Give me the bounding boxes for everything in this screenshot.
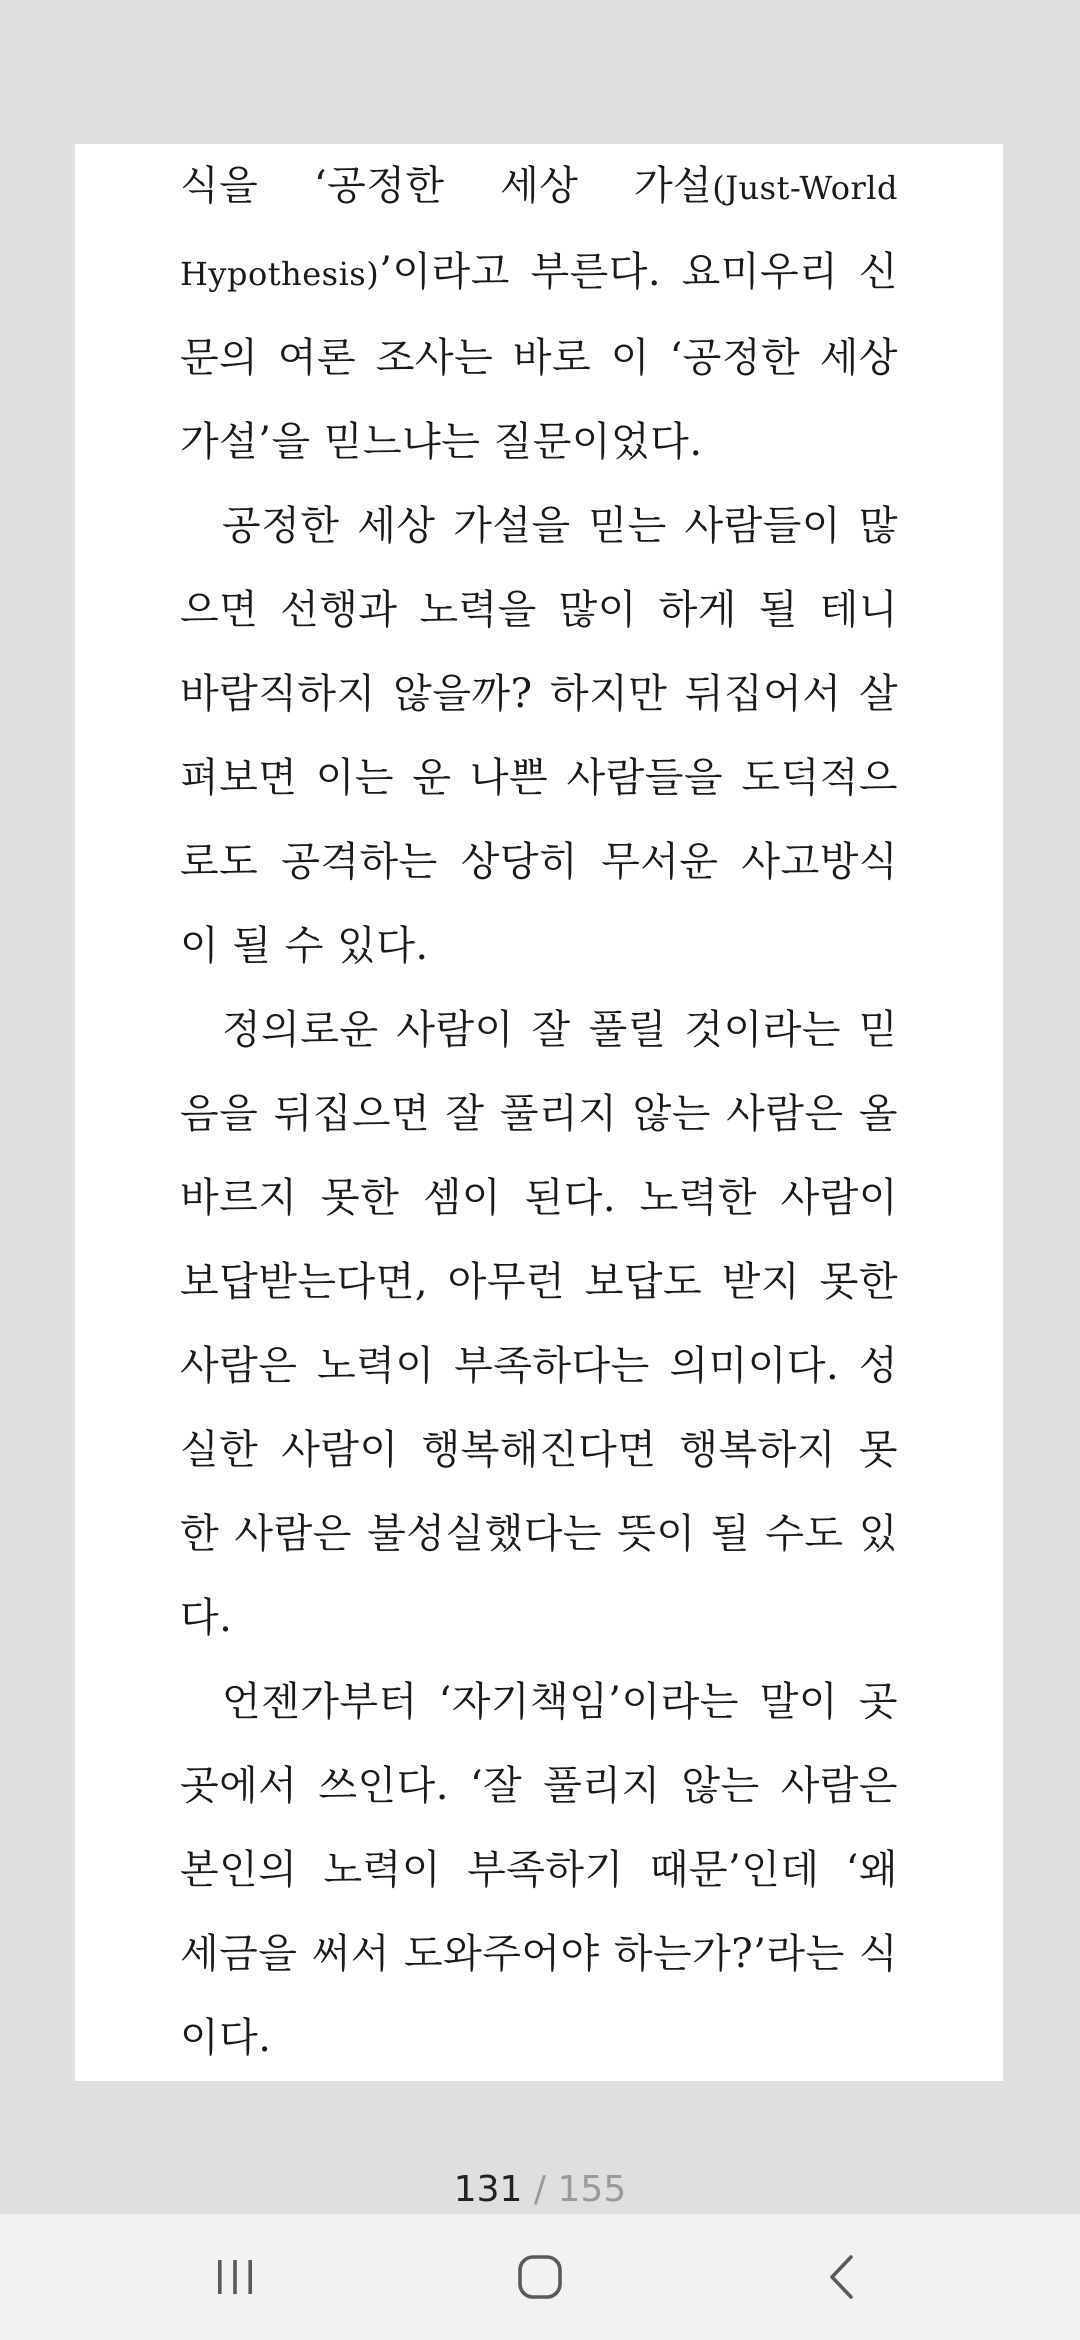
book-paragraph [180, 988, 898, 1660]
latin-text-run: (Just-World Hypothesis) [180, 169, 898, 293]
recent-apps-icon [213, 2255, 257, 2299]
book-paragraph [180, 484, 898, 988]
back-button[interactable] [722, 2214, 962, 2340]
text-run: 식을 ‘공정한 세상 가설 [180, 163, 713, 209]
current-page-number: 131 [453, 2169, 523, 2210]
text-run: 정의로운 사람이 잘 풀릴 것이라는 믿음을 뒤집으면 잘 풀리지 않는 사람은 올바르지 못한 셈이 된다. 노력한 사람이 보답받는다면, 아무런 보답도 받지 못한 사람은 노력이 부족하다는 의미이다. 성실한 사람이 행복해진다면 행복하지 못한 사람은 불성실했다는 뜻이 될 수도 있다. [180, 1007, 898, 1641]
recent-apps-button[interactable] [115, 2214, 355, 2340]
book-text [180, 144, 898, 2080]
page-separator: / [533, 2169, 547, 2210]
page-indicator [0, 2160, 1080, 2220]
system-navigation-bar [0, 2214, 1080, 2340]
text-run: 공정한 세상 가설을 믿는 사람들이 많으면 선행과 노력을 많이 하게 될 테니 바람직하지 않을까? 하지만 뒤집어서 살펴보면 이는 운 나쁜 사람들을 도덕적으로도 공격하는 상당히 무서운 사고방식이 될 수 있다. [180, 503, 898, 969]
home-icon [515, 2252, 565, 2302]
reader-page[interactable] [75, 144, 1003, 2081]
book-paragraph [180, 1660, 898, 2080]
text-run: 언젠가부터 ‘자기책임’이라는 말이 곳곳에서 쓰인다. ‘잘 풀리지 않는 사람은 본인의 노력이 부족하기 때문’인데 ‘왜 세금을 써서 도와주어야 하는가?’라는 식이다. [180, 1679, 898, 2061]
home-button[interactable] [420, 2214, 660, 2340]
back-icon [820, 2252, 864, 2302]
total-pages: 155 [557, 2169, 627, 2210]
text-run: ’이라고 부른다. 요미우리 신문의 여론 조사는 바로 이 ‘공정한 세상 가설’을 믿느냐는 질문이었다. [180, 249, 898, 465]
book-paragraph [180, 144, 898, 484]
